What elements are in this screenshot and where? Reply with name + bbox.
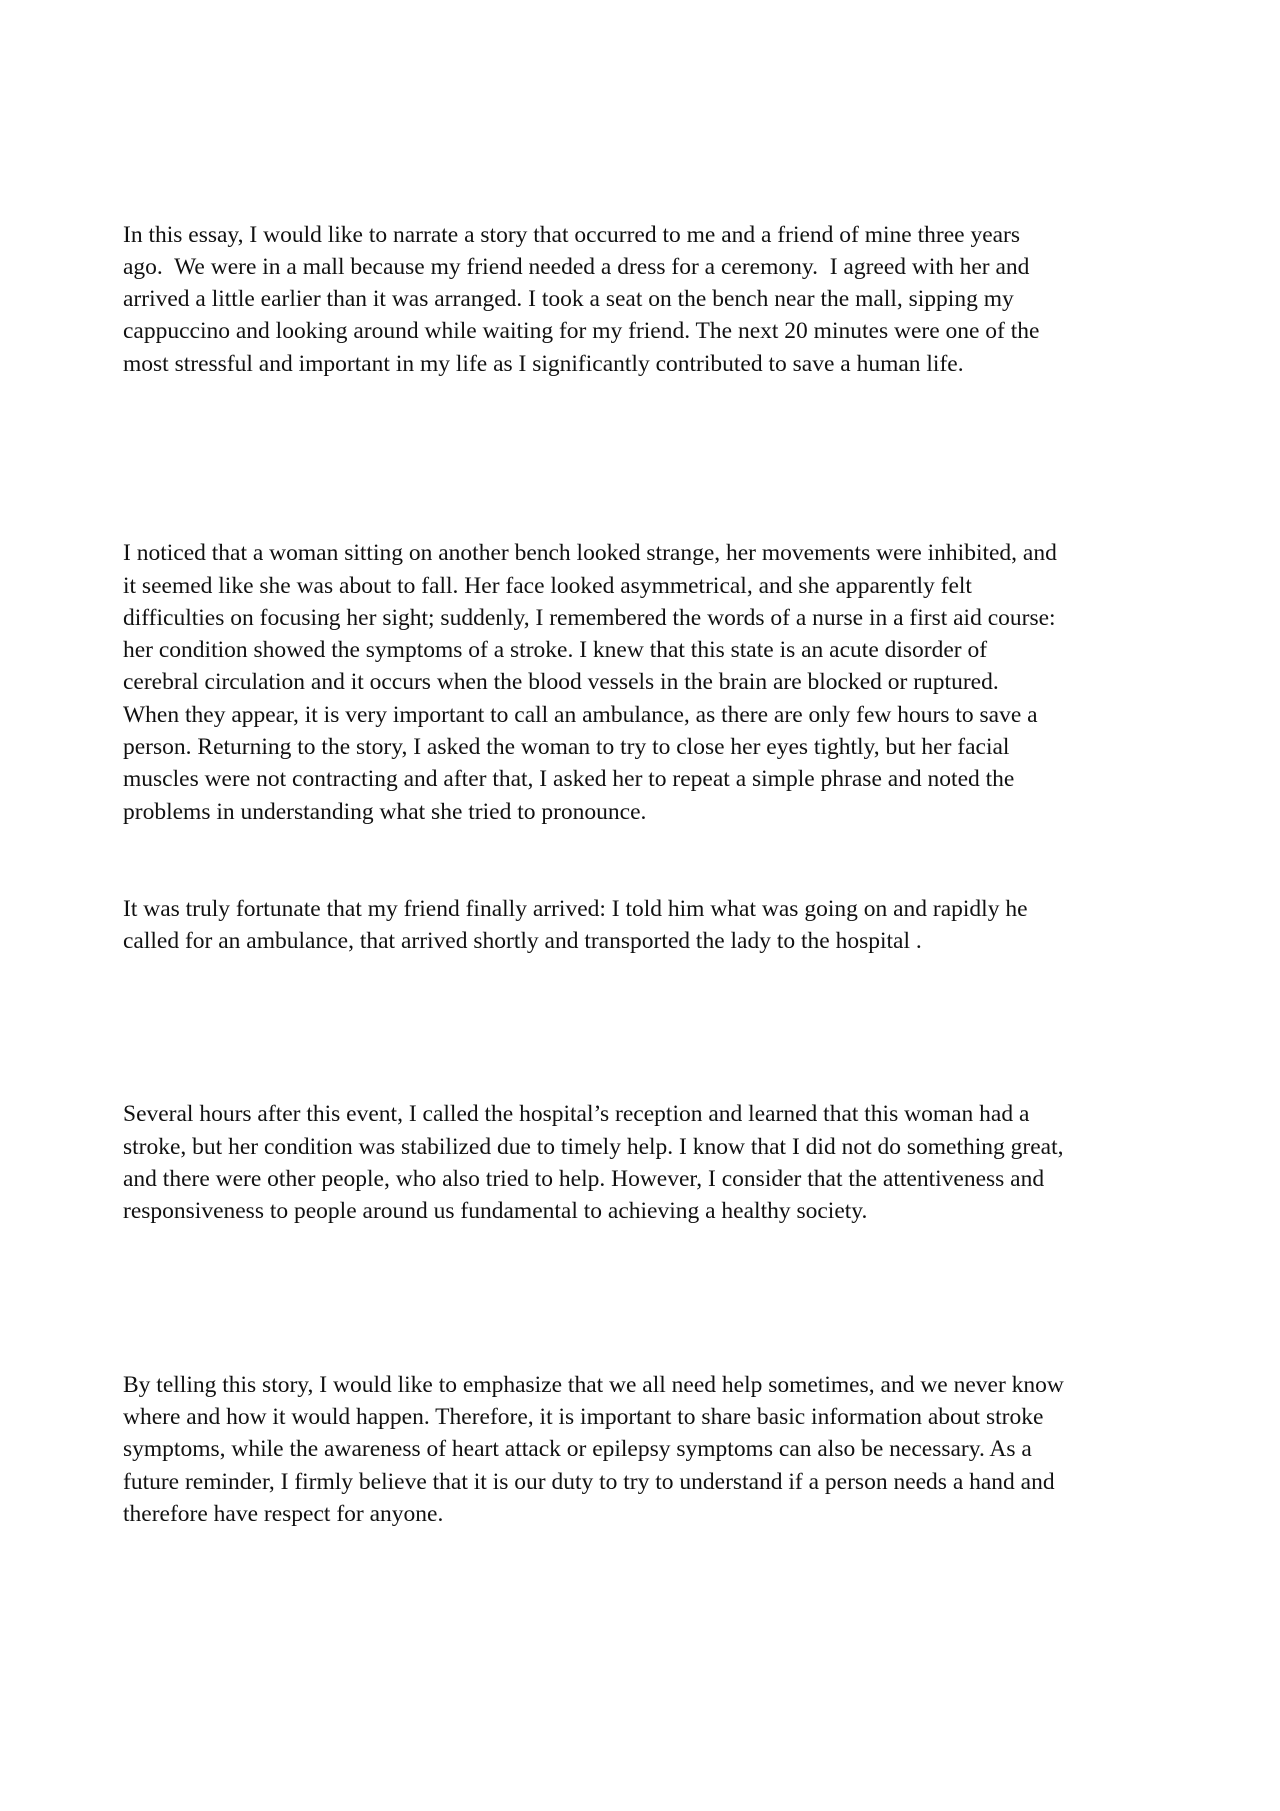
paragraph-4: Several hours after this event, I called the hospital’s reception and learned that this woman had a stroke, but her condition was stabilized due to timely help. I know that I did not do something great, and there were other people, who also tried to help. However, I consider that the attentiveness and responsiveness to people around us fundamental to achieving a healthy society. <box>123 1101 1064 1225</box>
paragraph-spacer <box>123 1022 1173 1034</box>
paragraph-2: I noticed that a woman sitting on another bench looked strange, her movements were inhibited, and it seemed like she was about to fall. Her face looked asymmetrical, and she apparently felt difficulties on focusing her sight; suddenly, I remembered the words of a nurse in a first aid course: her condition showed the symptoms of a stroke. I knew that this state is an acute disorder of cerebral circulation and it occurs when the blood vessels in the brain are blocked or ruptured. When they appear, it is very important to call an ambulance, as there are only few hours to save a person. Returning to the story, I asked the woman to try to close her eyes tightly, but her facial muscles were not contracting and after that, I asked her to repeat a simple phrase and noted the problems in understanding what she tried to pronounce. <box>123 540 1057 825</box>
paragraph-1: In this essay, I would like to narrate a story that occurred to me and a friend of mine three years ago. We were in a mall because my friend needed a dress for a ceremony. I agreed with her and arrived a little earlier than it was arranged. I took a seat on the bench near the mall, sipping my cappuccino and looking around while waiting for my friend. The next 20 minutes were one of the most stressful and important in my life as I significantly contributed to save a human life. <box>123 221 1040 377</box>
paragraph-3: It was truly fortunate that my friend finally arrived: I told him what was going on and rapidly he called for an ambulance, that arrived shortly and transported the lady to the hospital . <box>123 895 1028 954</box>
paragraph-5: By telling this story, I would like to emphasize that we all need help sometimes, and we never know where and how it would happen. Therefore, it is important to share basic information about stroke symptoms, while the awareness of heart attack or epilepsy symptoms can also be necessary. As a future reminder, I firmly believe that it is our duty to try to understand if a person needs a hand and therefore have respect for anyone. <box>123 1371 1064 1527</box>
paragraph-spacer <box>123 445 1173 473</box>
paragraph-spacer <box>123 1292 1173 1304</box>
essay-body <box>123 154 1173 1595</box>
